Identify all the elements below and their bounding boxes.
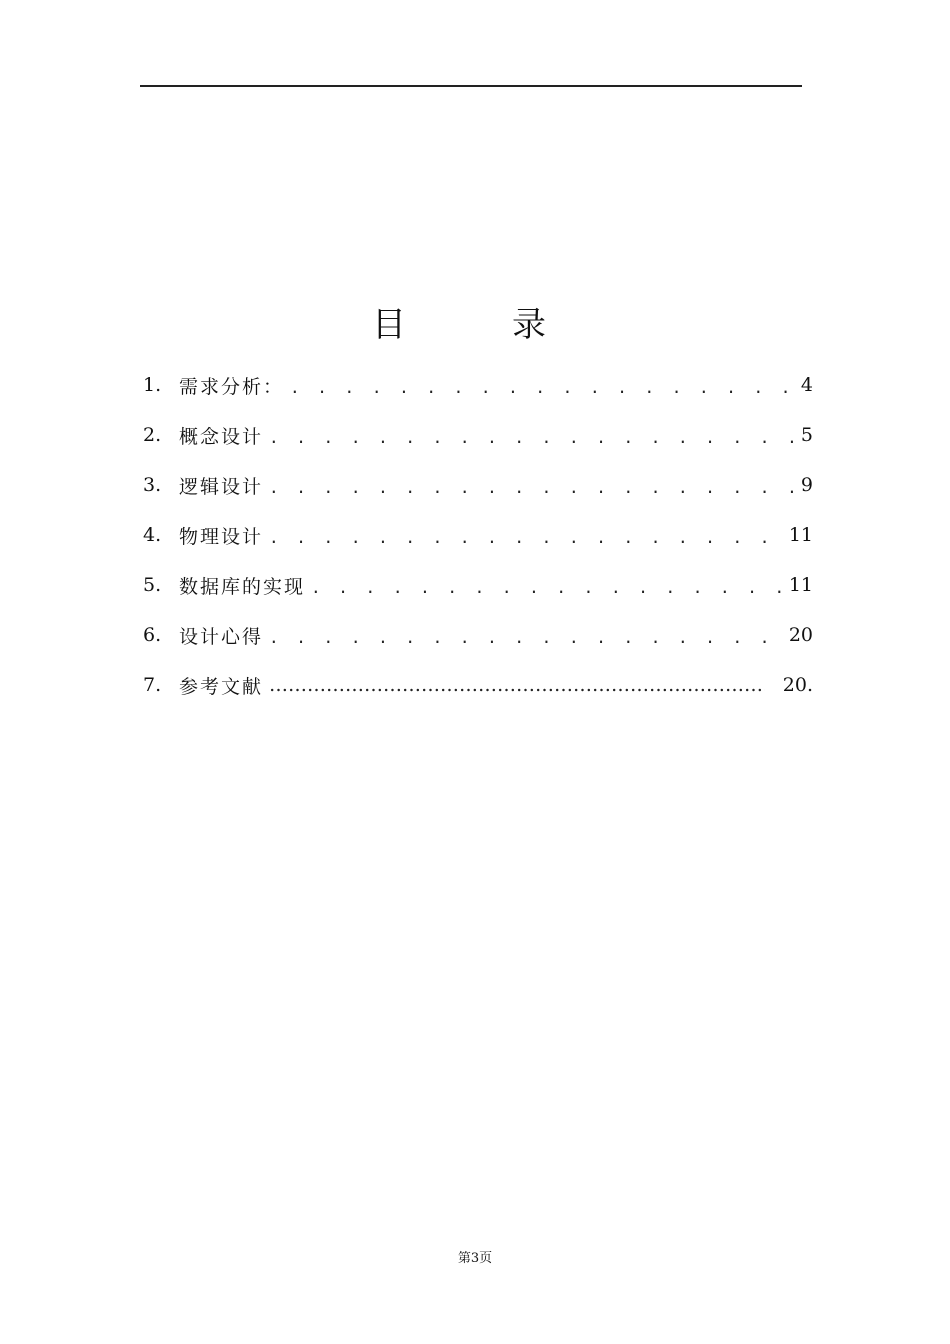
toc-entry-title: 数据库的实现 bbox=[179, 575, 306, 598]
toc-entry-number: 7. bbox=[143, 674, 162, 696]
toc-entry-number: 4. bbox=[143, 524, 162, 546]
toc-entry-number: 3. bbox=[143, 474, 162, 496]
toc-dot-leader bbox=[269, 524, 787, 547]
toc-entry[interactable] bbox=[143, 460, 813, 510]
toc-dot-leader bbox=[269, 474, 799, 497]
toc-entry-page: 20 bbox=[788, 624, 813, 646]
toc-entry[interactable] bbox=[143, 360, 813, 410]
toc-entry[interactable] bbox=[143, 660, 813, 710]
toc-ellipsis-leader bbox=[269, 674, 765, 696]
toc-entry-page: 5 bbox=[800, 424, 813, 446]
toc-dot-leader bbox=[269, 624, 787, 647]
toc-entry-title: 参考文献 bbox=[179, 675, 264, 698]
toc-entry-title: 需求分析： bbox=[179, 375, 285, 398]
toc-entry-number: 2. bbox=[143, 424, 162, 446]
toc-title-char-1: 目 bbox=[372, 305, 406, 345]
toc-dot-leader bbox=[311, 574, 787, 597]
toc-entry[interactable] bbox=[143, 560, 813, 610]
toc-entry-page: 11 bbox=[788, 574, 813, 596]
toc-entry-number: 1. bbox=[143, 374, 162, 396]
toc-entry-title: 逻辑设计 bbox=[179, 475, 264, 498]
toc-entry[interactable] bbox=[143, 510, 813, 560]
toc-entry-page: 11 bbox=[788, 524, 813, 546]
toc-entry[interactable] bbox=[143, 410, 813, 460]
toc-title bbox=[0, 300, 950, 350]
toc-dot-leader bbox=[290, 374, 799, 397]
toc-entry-title: 物理设计 bbox=[179, 525, 264, 548]
toc-list bbox=[143, 360, 813, 710]
toc-entry-page: 4 bbox=[800, 374, 813, 396]
header-rule bbox=[140, 85, 802, 87]
toc-entry-title: 概念设计 bbox=[179, 425, 264, 448]
toc-dot-leader bbox=[269, 424, 799, 447]
toc-entry-number: 6. bbox=[143, 624, 162, 646]
toc-entry[interactable] bbox=[143, 610, 813, 660]
toc-title-char-2: 录 bbox=[512, 305, 546, 345]
toc-entry-number: 5. bbox=[143, 574, 162, 596]
page-number-footer: 第3页 bbox=[457, 1251, 493, 1266]
toc-entry-page: 9 bbox=[800, 474, 813, 496]
toc-entry-page: 20. bbox=[782, 674, 813, 696]
toc-entry-title: 设计心得 bbox=[179, 625, 264, 648]
